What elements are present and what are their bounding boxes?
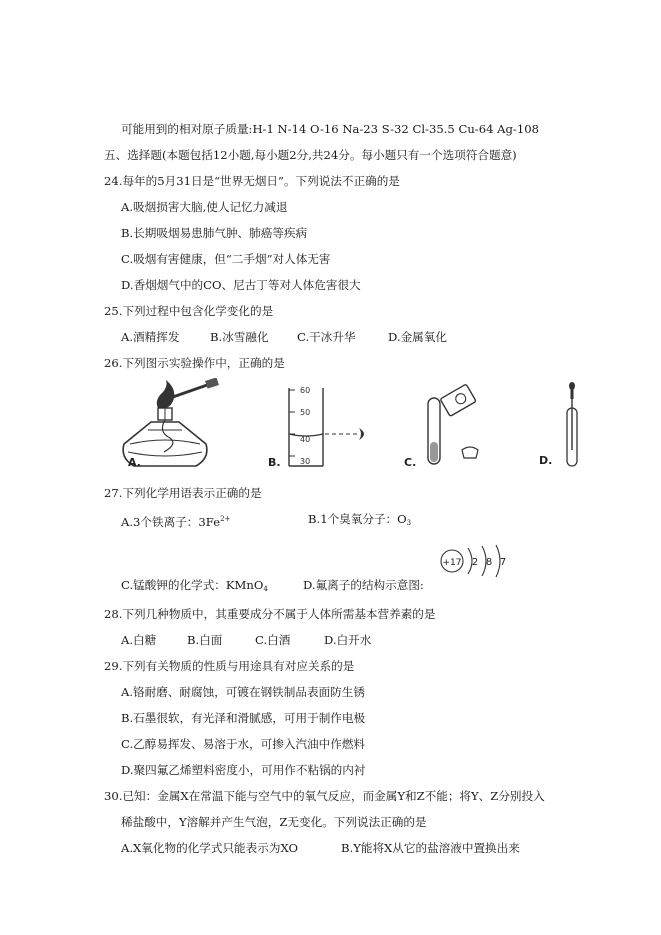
q24-option-a: A.吸烟损害大脑,使人记忆力减退	[121, 200, 288, 214]
figure-b-label: B.	[268, 456, 281, 469]
q28-option-c: C.白酒	[255, 633, 291, 647]
figure-b-cylinder	[265, 384, 375, 472]
q25-stem: 25.下列过程中包含化学变化的是	[104, 304, 274, 318]
figure-a-label: A.	[128, 456, 141, 469]
q27-option-b	[308, 511, 411, 531]
q25-option-d: D.金属氧化	[388, 330, 447, 344]
intro-line: 可能用到的相对原子质量:H-1 N-14 O-16 Na-23 S-32 Cl-35.5 Cu-64 Ag-108	[121, 122, 539, 136]
q28-option-b: B.白面	[187, 633, 223, 647]
figure-a-alcohol-lamp	[118, 378, 228, 478]
q27-stem: 27.下列化学用语表示正确的是	[104, 486, 262, 500]
tick-label-60: 60	[300, 386, 311, 395]
tick-label-50: 50	[300, 408, 311, 417]
tick-label-30: 30	[300, 457, 311, 466]
q27-option-d: D.氟离子的结构示意图:	[303, 578, 424, 592]
q28-option-d: D.白开水	[324, 633, 372, 647]
q26-stem: 26.下列图示实验操作中，正确的是	[104, 356, 285, 370]
q27-c-subscript: 4	[263, 585, 268, 593]
q29-stem: 29.下列有关物质的性质与用途具有对应关系的是	[104, 659, 355, 673]
q30-option-a: A.X氧化物的化学式只能表示为XO	[121, 841, 298, 855]
q27-b-subscript: 3	[406, 519, 412, 527]
q29-option-b: B.石墨很软，有光泽和滑腻感，可用于制作电极	[121, 711, 366, 725]
q25-option-b: B.冰雪融化	[210, 330, 269, 344]
q24-option-d: D.香烟烟气中的CO、尼古丁等对人体危害很大	[121, 278, 361, 292]
q30-stem-line1: 30.已知：金属X在常温下能与空气中的氧气反应，而金属Y和Z不能；将Y、Z分别投入	[104, 789, 545, 803]
q27-a-charge: 2+	[220, 515, 231, 523]
q28-option-a: A.白糖	[121, 633, 157, 647]
q27-a-text: A.3个铁离子：3Fe	[121, 515, 221, 529]
q30-stem-line2: 稀盐酸中，Y溶解并产生气泡，Z无变化。下列说法正确的是	[121, 815, 427, 829]
figure-c-label: C.	[404, 456, 417, 469]
tick-label-40: 40	[300, 435, 311, 444]
q24-option-b: B.长期吸烟易患肺气肿、肺癌等疾病	[121, 226, 308, 240]
nucleus-charge: +17	[442, 558, 462, 568]
figure-d-dropper	[535, 380, 595, 472]
q30-option-b: B.Y能将X从它的盐溶液中置换出来	[341, 841, 520, 855]
shell-2-count: 8	[485, 557, 493, 568]
q25-option-a: A.酒精挥发	[121, 330, 180, 344]
section-heading: 五、选择题(本题包括12小题,每小题2分,共24分。每小题只有一个选项符合题意)	[104, 148, 517, 162]
q27-b-text: B.1个臭氧分子：O	[308, 512, 407, 526]
q29-option-c: C.乙醇易挥发、易溶于水，可掺入汽油中作燃料	[121, 737, 366, 751]
q24-option-c: C.吸烟有害健康，但“二手烟”对人体无害	[121, 252, 331, 266]
q27-option-a	[121, 511, 230, 530]
q29-option-a: A.铬耐磨、耐腐蚀，可镀在钢铁制品表面防生锈	[121, 685, 365, 699]
shell-1-count: 2	[471, 557, 479, 568]
q29-option-d: D.聚四氟乙烯塑料密度小，可用作不粘锅的内衬	[121, 763, 366, 777]
q27-c-text: C.锰酸钾的化学式：KMnO	[121, 578, 264, 592]
q27-option-c	[121, 577, 268, 597]
shell-3-count: 7	[499, 557, 507, 568]
q25-option-c: C.干冰升华	[297, 330, 356, 344]
q28-stem: 28.下列几种物质中，其重要成分不属于人体所需基本营养素的是	[104, 607, 436, 621]
figure-c-pouring	[400, 384, 500, 472]
q24-stem: 24.每年的5月31日是“世界无烟日”。下列说法不正确的是	[104, 174, 400, 188]
eye-icon	[359, 428, 364, 440]
fluoride-ion-diagram	[438, 542, 520, 580]
figure-d-label: D.	[539, 454, 553, 467]
